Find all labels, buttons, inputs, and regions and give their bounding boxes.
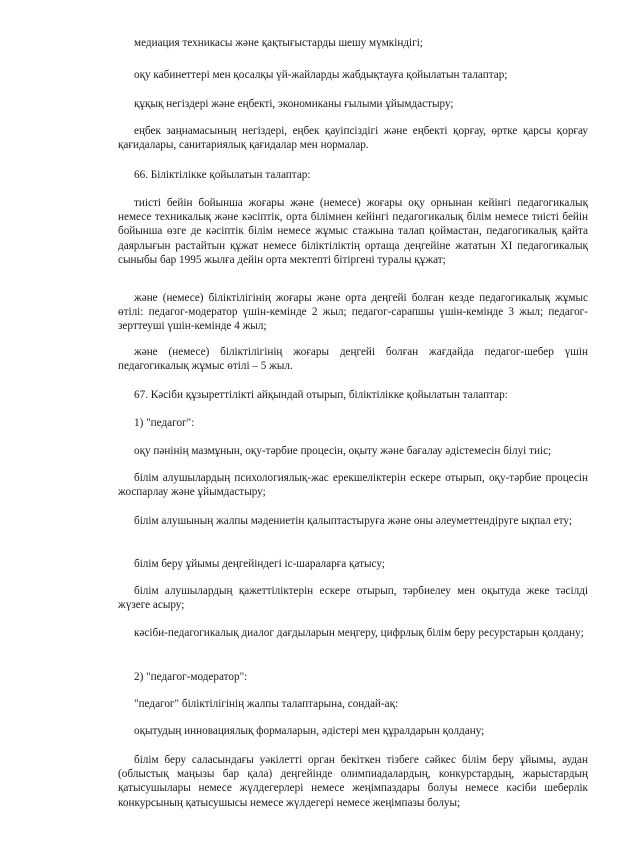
- paragraph-innovative-methods: оқытудың инновациялық формаларын, әдістері мен құралдарын қолдану;: [134, 725, 485, 737]
- paragraph-olympiads: білім беру саласындағы уәкілетті орган бекіткен тізбеге сәйкес білім беру ұйымы, аудан (облыстық маңызы бар қала) деңгейінде олимпиадалардың, конкурстардың, жарыстардың қатысушылары немесе жүлдегерлері немесе жеңімпаздары болуы немесе кәсіби шеберлік конкурсының қатысушысы немесе жүлдегері немесе жеңімпазы болуы;: [118, 754, 588, 809]
- paragraph-individual-approach: білім алушылардың қажеттіліктерін ескере отырып, тәрбиелеу мен оқытуда жеке тәсілді жүзеге асыру;: [118, 585, 588, 612]
- paragraph-legal-basics: құқық негіздері және еңбекті, экономиканы ғылыми ұйымдастыру;: [134, 98, 454, 110]
- paragraph-master-experience: және (немесе) біліктілігінің жоғары деңгейі болған жағдайда педагог-шебер үшін педагогикалық жұмыс өтілі – 5 жыл.: [118, 346, 588, 373]
- paragraph-education-requirements: тиісті бейін бойынша жоғары және (немесе) жоғары оқу орнынан кейінгі педагогикалық немесе техникалық және кәсіптік, орта білімнен кейінгі педагогикалық білім немесе тиісті бейін бойынша өзге де кәсіптік білім немесе жұмыс стажына талап қоймастан, педагогикалық қайта даярлығын растайтын құжат немесе біліктіліктің ортаща деңгейіне жататын XI педагогикалық сыныбы бар 1995 жылға дейін орта мектепті бітіргені туралы құжат;: [118, 197, 588, 266]
- paragraph-events: білім беру ұйымы деңгейіндегі іс-шараларға қатысу;: [134, 558, 385, 570]
- paragraph-culture: білім алушының жалпы мәдениетін қалыптастыруға және оны әлеуметтендіруге ықпал ету;: [134, 515, 572, 527]
- paragraph-classroom-requirements: оқу кабинеттері мен қосалқы үй-жайларды жабдықтауға қойылатын талаптар;: [134, 69, 508, 81]
- paragraph-planning: білім алушылардың психологиялық-жас ерекшеліктерін ескере отырып, оқу-тәрбие процесін жоспарлау және ұйымдастыру;: [118, 472, 588, 499]
- paragraph-work-experience: және (немесе) біліктілігінің жоғары және орта деңгейі болған кезде педагогикалық жұмыс өтілі: педагог-модератор үшін-кемінде 2 жыл; педагог-сарапшы үшін-кемінде 3 жыл; педагог-зерттеуші үшін-кемінде 4 жыл;: [118, 292, 588, 333]
- item-heading-moderator: 2) "педагог-модератор":: [134, 671, 248, 683]
- paragraph-mediation: медиация техникасы және қақтығыстарды шешу мүмкіндігі;: [134, 37, 423, 49]
- paragraph-labor-law: еңбек заңнамасының негіздері, еңбек қауіпсіздігі және еңбекті қорғау, өртке қарсы қорғау қағидалары, санитариялық қағидалар мен нормалар.: [118, 125, 588, 152]
- paragraph-dialogue-skills: кәсіби-педагогикалық диалог дағдыларын меңгеру, цифрлық білім беру ресурстарын қолдану;: [134, 627, 584, 639]
- paragraph-general-requirements: "педагог" біліктілігінің жалпы талаптарына, сондай-ақ:: [134, 698, 399, 710]
- item-heading-teacher: 1) "педагог":: [134, 417, 195, 429]
- section-heading-67: 67. Кәсіби құзыреттілікті айқындай отырып, біліктілікке қойылатын талаптар:: [134, 389, 508, 401]
- paragraph-subject-knowledge: оқу пәнінің мазмұнын, оқу-тәрбие процесін, оқыту және бағалау әдістемесін білуі тиіс;: [134, 445, 552, 457]
- section-heading-66: 66. Біліктілікке қойылатын талаптар:: [134, 169, 311, 181]
